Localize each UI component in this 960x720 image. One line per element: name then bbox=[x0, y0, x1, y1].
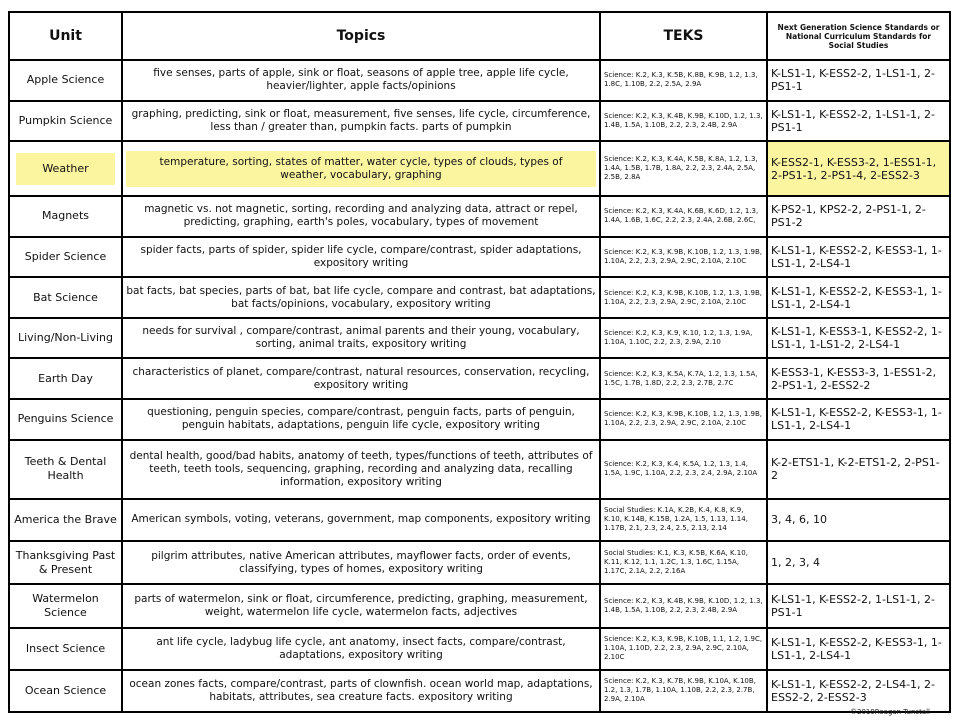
unit-cell: Apple Science bbox=[9, 60, 122, 101]
ngss-cell: K-LS1-1, K-ESS2-2, K-ESS3-1, 1-LS1-1, 2-LS4-1 bbox=[767, 277, 950, 318]
curriculum-table bbox=[8, 11, 951, 713]
table-row bbox=[9, 358, 950, 399]
unit-cell-text: Weather bbox=[16, 153, 114, 185]
unit-cell: Thanksgiving Past & Present bbox=[9, 541, 122, 584]
teks-cell: Science: K.2, K.3, K.7B, K.9B, K.10A, K.10B, 1.2, 1.3, 1.7B, 1.10A, 1.10B, 2.2, 2.3, 2.7B, 2.9A, 2.10A bbox=[600, 670, 767, 712]
unit-cell: Ocean Science bbox=[9, 670, 122, 712]
unit-cell bbox=[9, 141, 122, 196]
copyright-credit: ©2019Reagan Tunstall bbox=[849, 708, 930, 716]
unit-cell: Earth Day bbox=[9, 358, 122, 399]
unit-cell: Insect Science bbox=[9, 628, 122, 670]
table-row bbox=[9, 318, 950, 359]
header-unit: Unit bbox=[9, 12, 122, 60]
ngss-cell: K-LS1-1, K-ESS2-2, K-ESS3-1, 1-LS1-1, 2-LS4-1 bbox=[767, 628, 950, 670]
table-row bbox=[9, 60, 950, 101]
topics-cell: five senses, parts of apple, sink or float, seasons of apple tree, apple life cycle, heavier/lighter, apple facts/opinions bbox=[122, 60, 600, 101]
ngss-cell: K-LS1-1, K-ESS2-2, K-ESS3-1, 1-LS1-1, 2-LS4-1 bbox=[767, 399, 950, 440]
table-row bbox=[9, 584, 950, 627]
teks-cell: Science: K.2, K.3, K.4A, K.5B, K.8A, 1.2, 1.3, 1.4A, 1.5B, 1.7B, 1.8A, 2.2, 2.3, 2.4A, 2.5A, 2.5B, 2.8A bbox=[600, 141, 767, 196]
unit-cell: Penguins Science bbox=[9, 399, 122, 440]
table-row bbox=[9, 399, 950, 440]
ngss-cell: K-ESS2-1, K-ESS3-2, 1-ESS1-1, 2-PS1-1, 2-PS1-4, 2-ESS2-3 bbox=[767, 141, 950, 196]
table-row bbox=[9, 196, 950, 237]
topics-cell: graphing, predicting, sink or float, measurement, five senses, life cycle, circumference, less than / greater than, pumpkin facts. parts of pumpkin bbox=[122, 101, 600, 142]
unit-cell: Watermelon Science bbox=[9, 584, 122, 627]
topics-cell: needs for survival , compare/contrast, animal parents and their young, vocabulary, sorting, animal traits, expository writing bbox=[122, 318, 600, 359]
unit-cell: Pumpkin Science bbox=[9, 101, 122, 142]
ngss-cell: K-LS1-1, K-ESS2-2, 1-LS1-1, 2-PS1-1 bbox=[767, 584, 950, 627]
teks-cell: Science: K.2, K.3, K.5B, K.8B, K.9B, 1.2, 1.3, 1.8C, 1.10B, 2.2, 2.5A, 2.9A bbox=[600, 60, 767, 101]
topics-cell-text: temperature, sorting, states of matter, water cycle, types of clouds, types of weather, vocabulary, graphing bbox=[126, 151, 596, 187]
ngss-cell: K-LS1-1, K-ESS3-1, K-ESS2-2, 1-LS1-1, 1-LS1-2, 2-LS4-1 bbox=[767, 318, 950, 359]
teks-cell: Science: K.2, K.3, K.4A, K.6B, K.6D, 1.2, 1.3, 1.4A, 1.6B, 1.6C, 2.2, 2.3, 2.4A, 2.6B, 2.6C, bbox=[600, 196, 767, 237]
header-row bbox=[9, 12, 950, 60]
teks-cell: Social Studies: K.1, K.3, K.5B, K.6A, K.10, K.11, K.12, 1.1, 1.2C, 1.3, 1.6C, 1.15A, 1.17C, 2.1A, 2.2, 2.16A bbox=[600, 541, 767, 584]
table-row bbox=[9, 440, 950, 499]
ngss-cell: K-LS1-1, K-ESS2-2, 1-LS1-1, 2-PS1-1 bbox=[767, 101, 950, 142]
unit-cell: Teeth & Dental Health bbox=[9, 440, 122, 499]
topics-cell: questioning, penguin species, compare/contrast, penguin facts, parts of penguin, penguin habitats, adaptations, penguin life cycle, expository writing bbox=[122, 399, 600, 440]
unit-cell: America the Brave bbox=[9, 499, 122, 541]
teks-cell: Science: K.2, K.3, K.4B, K.9B, K.10D, 1.2, 1.3, 1.4B, 1.5A, 1.10B, 2.2, 2.3, 2.4B, 2.9A bbox=[600, 584, 767, 627]
ngss-cell: K-PS2-1, KPS2-2, 2-PS1-1, 2-PS1-2 bbox=[767, 196, 950, 237]
table-row bbox=[9, 628, 950, 670]
topics-cell bbox=[122, 141, 600, 196]
teks-cell: Science: K.2, K.3, K.9B, K.10B, 1.2, 1.3, 1.9B, 1.10A, 2.2, 2.3, 2.9A, 2.9C, 2.10A, 2.10C bbox=[600, 237, 767, 278]
topics-cell: bat facts, bat species, parts of bat, bat life cycle, compare and contrast, bat adaptations, bat facts/opinions, vocabulary, expository writing bbox=[122, 277, 600, 318]
teks-cell: Science: K.2, K.3, K.9B, K.10B, 1.2, 1.3, 1.9B, 1.10A, 2.2, 2.3, 2.9A, 2.9C, 2.10A, 2.10C bbox=[600, 277, 767, 318]
topics-cell: ocean zones facts, compare/contrast, parts of clownfish. ocean world map, adaptations, habitats, attributes, sea creature facts. expository writing bbox=[122, 670, 600, 712]
header-teks: TEKS bbox=[600, 12, 767, 60]
topics-cell: ant life cycle, ladybug life cycle, ant anatomy, insect facts, compare/contrast, adaptations, expository writing bbox=[122, 628, 600, 670]
header-topics: Topics bbox=[122, 12, 600, 60]
topics-cell: dental health, good/bad habits, anatomy of teeth, types/functions of teeth, attributes of teeth, teeth tools, sequencing, graphing, recording and analyzing data, recalling information, expository writing bbox=[122, 440, 600, 499]
table-row bbox=[9, 670, 950, 712]
unit-cell: Magnets bbox=[9, 196, 122, 237]
teks-cell: Science: K.2, K.3, K.9, K.10, 1.2, 1.3, 1.9A, 1.10A, 1.10C, 2.2, 2.3, 2.9A, 2.10 bbox=[600, 318, 767, 359]
ngss-cell: K-LS1-1, K-ESS2-2, 2-LS4-1, 2-ESS2-2, 2-ESS2-3 bbox=[767, 670, 950, 712]
table-row bbox=[9, 499, 950, 541]
ngss-cell: 1, 2, 3, 4 bbox=[767, 541, 950, 584]
topics-cell: characteristics of planet, compare/contrast, natural resources, conservation, recycling, expository writing bbox=[122, 358, 600, 399]
topics-cell: parts of watermelon, sink or float, circumference, predicting, graphing, measurement, weight, watermelon life cycle, watermelon facts, adjectives bbox=[122, 584, 600, 627]
table-row bbox=[9, 237, 950, 278]
topics-cell: pilgrim attributes, native American attributes, mayflower facts, order of events, classifying, types of homes, expository writing bbox=[122, 541, 600, 584]
topics-cell: American symbols, voting, veterans, government, map components, expository writing bbox=[122, 499, 600, 541]
teks-cell: Science: K.2, K.3, K.4, K.5A, 1.2, 1.3, 1.4, 1.5A, 1.9C, 1.10A, 2.2, 2.3, 2.4, 2.9A, 2.10A bbox=[600, 440, 767, 499]
unit-cell: Living/Non-Living bbox=[9, 318, 122, 359]
topics-cell: magnetic vs. not magnetic, sorting, recording and analyzing data, attract or repel, predicting, graphing, earth's poles, vocabulary, types of movement bbox=[122, 196, 600, 237]
teks-cell: Science: K.2, K.3, K.9B, K.10B, 1.1, 1.2, 1.9C, 1.10A, 1.10D, 2.2, 2.3, 2.9A, 2.9C, 2.10A, 2.10C bbox=[600, 628, 767, 670]
ngss-cell: 3, 4, 6, 10 bbox=[767, 499, 950, 541]
table-row bbox=[9, 101, 950, 142]
unit-cell: Spider Science bbox=[9, 237, 122, 278]
teks-cell: Science: K.2, K.3, K.5A, K.7A, 1.2, 1.3, 1.5A, 1.5C, 1.7B, 1.8D, 2.2, 2.3, 2.7B, 2.7C bbox=[600, 358, 767, 399]
topics-cell: spider facts, parts of spider, spider life cycle, compare/contrast, spider adaptations, expository writing bbox=[122, 237, 600, 278]
table-row bbox=[9, 277, 950, 318]
ngss-cell: K-LS1-1, K-ESS2-2, 1-LS1-1, 2-PS1-1 bbox=[767, 60, 950, 101]
teks-cell: Social Studies: K.1A, K.2B, K.4, K.8, K.9, K.10, K.14B, K.15B, 1.2A, 1.5, 1.13, 1.14, 1.17B, 2.1, 2.3, 2.4, 2.5, 2.13, 2.14 bbox=[600, 499, 767, 541]
table-row bbox=[9, 141, 950, 196]
teks-cell: Science: K.2, K.3, K.9B, K.10B, 1.2, 1.3, 1.9B, 1.10A, 2.2, 2.3, 2.9A, 2.9C, 2.10A, 2.10C bbox=[600, 399, 767, 440]
ngss-cell: K-2-ETS1-1, K-2-ETS1-2, 2-PS1-2 bbox=[767, 440, 950, 499]
header-ngss: Next Generation Science Standards or National Curriculum Standards for Social Studies bbox=[767, 12, 950, 60]
ngss-cell: K-LS1-1, K-ESS2-2, K-ESS3-1, 1-LS1-1, 2-LS4-1 bbox=[767, 237, 950, 278]
table-row bbox=[9, 541, 950, 584]
unit-cell: Bat Science bbox=[9, 277, 122, 318]
teks-cell: Science: K.2, K.3, K.4B, K.9B, K.10D, 1.2, 1.3, 1.4B, 1.5A, 1.10B, 2.2, 2.3, 2.4B, 2.9A bbox=[600, 101, 767, 142]
ngss-cell: K-ESS3-1, K-ESS3-3, 1-ESS1-2, 2-PS1-1, 2-ESS2-2 bbox=[767, 358, 950, 399]
